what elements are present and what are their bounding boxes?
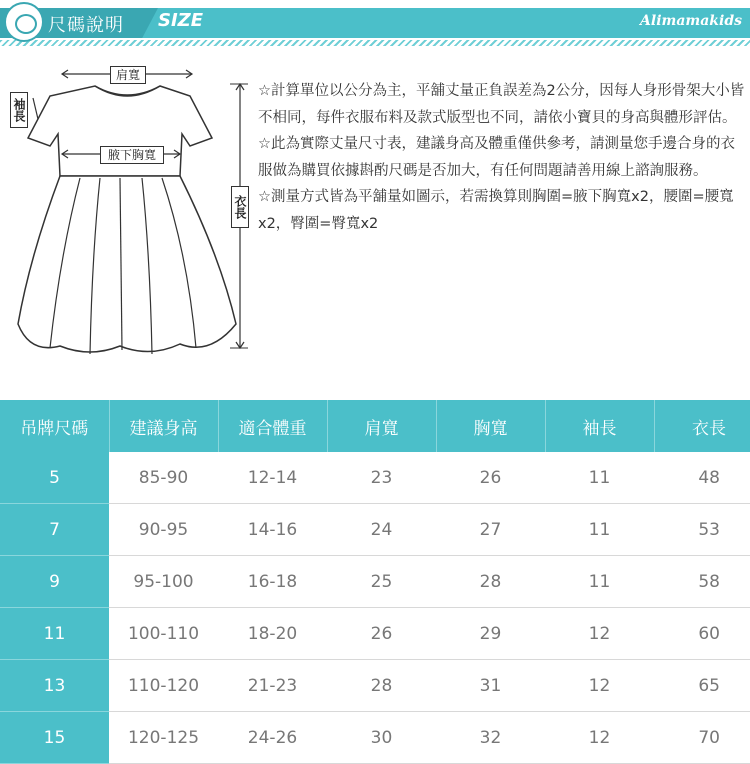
table-cell: 24-26 [218,712,327,764]
table-cell: 110-120 [109,660,218,712]
table-cell: 48 [654,452,750,504]
table-cell: 28 [327,660,436,712]
measurement-notes [258,78,748,237]
table-cell: 60 [654,608,750,660]
table-row [0,712,750,764]
table-cell: 24 [327,504,436,556]
table-cell: 31 [436,660,545,712]
table-cell: 25 [327,556,436,608]
table-cell: 53 [654,504,750,556]
header-sleeve: 袖長 [545,400,654,452]
table-cell: 11 [545,452,654,504]
chest-width-label: 腋下胸寬 [100,146,164,164]
table-row [0,660,750,712]
table-cell: 30 [327,712,436,764]
table-cell: 26 [327,608,436,660]
table-cell: 120-125 [109,712,218,764]
table-cell: 23 [327,452,436,504]
table-cell: 11 [545,504,654,556]
shoulder-width-label: 肩寬 [110,66,146,84]
table-cell: 12 [545,712,654,764]
size-cell: 13 [0,660,109,712]
dress-illustration [0,56,250,356]
table-row [0,608,750,660]
note-item: ☆計算單位以公分為主，平舖丈量正負誤差為2公分，因每人身形骨架大小皆不相同，每件衣服布料及款式版型也不同，請依小寶貝的身高與體形評估。 [258,83,745,126]
section-title: 尺碼說明 [48,15,124,36]
table-cell: 26 [436,452,545,504]
table-cell: 29 [436,608,545,660]
dress-diagram [0,56,250,356]
header-weight: 適合體重 [218,400,327,452]
header-banner [0,0,750,46]
table-cell: 100-110 [109,608,218,660]
brand-name: Alimamakids [640,13,742,29]
table-cell: 27 [436,504,545,556]
table-cell: 12 [545,660,654,712]
size-cell: 5 [0,452,109,504]
garment-length-label: 衣長 [231,186,249,228]
table-cell: 14-16 [218,504,327,556]
table-header-row [0,400,750,452]
size-cell: 9 [0,556,109,608]
table-cell: 58 [654,556,750,608]
table-cell: 12 [545,608,654,660]
size-cell: 7 [0,504,109,556]
table-cell: 16-18 [218,556,327,608]
table-cell: 90-95 [109,504,218,556]
header-height: 建議身高 [109,400,218,452]
table-cell: 65 [654,660,750,712]
header-length: 衣長 [654,400,750,452]
logo-icon [4,2,44,42]
note-item: ☆測量方式皆為平舖量如圖示，若需換算則胸圍=腋下胸寬x2，腰圍=腰寬x2，臀圍=臀寬x2 [258,189,734,232]
header-chest: 胸寬 [436,400,545,452]
table-row [0,452,750,504]
header-tag-size: 吊牌尺碼 [0,400,109,452]
table-cell: 32 [436,712,545,764]
header-shoulder: 肩寬 [327,400,436,452]
header-hatch-divider [0,40,750,46]
table-cell: 11 [545,556,654,608]
sleeve-length-label: 袖長 [10,92,28,128]
table-cell: 12-14 [218,452,327,504]
table-cell: 95-100 [109,556,218,608]
table-row [0,504,750,556]
table-cell: 70 [654,712,750,764]
table-cell: 21-23 [218,660,327,712]
table-cell: 85-90 [109,452,218,504]
size-cell: 11 [0,608,109,660]
note-item: ☆此為實際丈量尺寸表，建議身高及體重僅供參考，請測量您手邊合身的衣服做為購買依據斟酌尺碼是否加大，有任何問題請善用線上諮詢服務。 [258,136,735,179]
size-cell: 15 [0,712,109,764]
size-label: SIZE [158,10,204,31]
size-table [0,400,750,764]
table-row [0,556,750,608]
table-cell: 18-20 [218,608,327,660]
table-cell: 28 [436,556,545,608]
